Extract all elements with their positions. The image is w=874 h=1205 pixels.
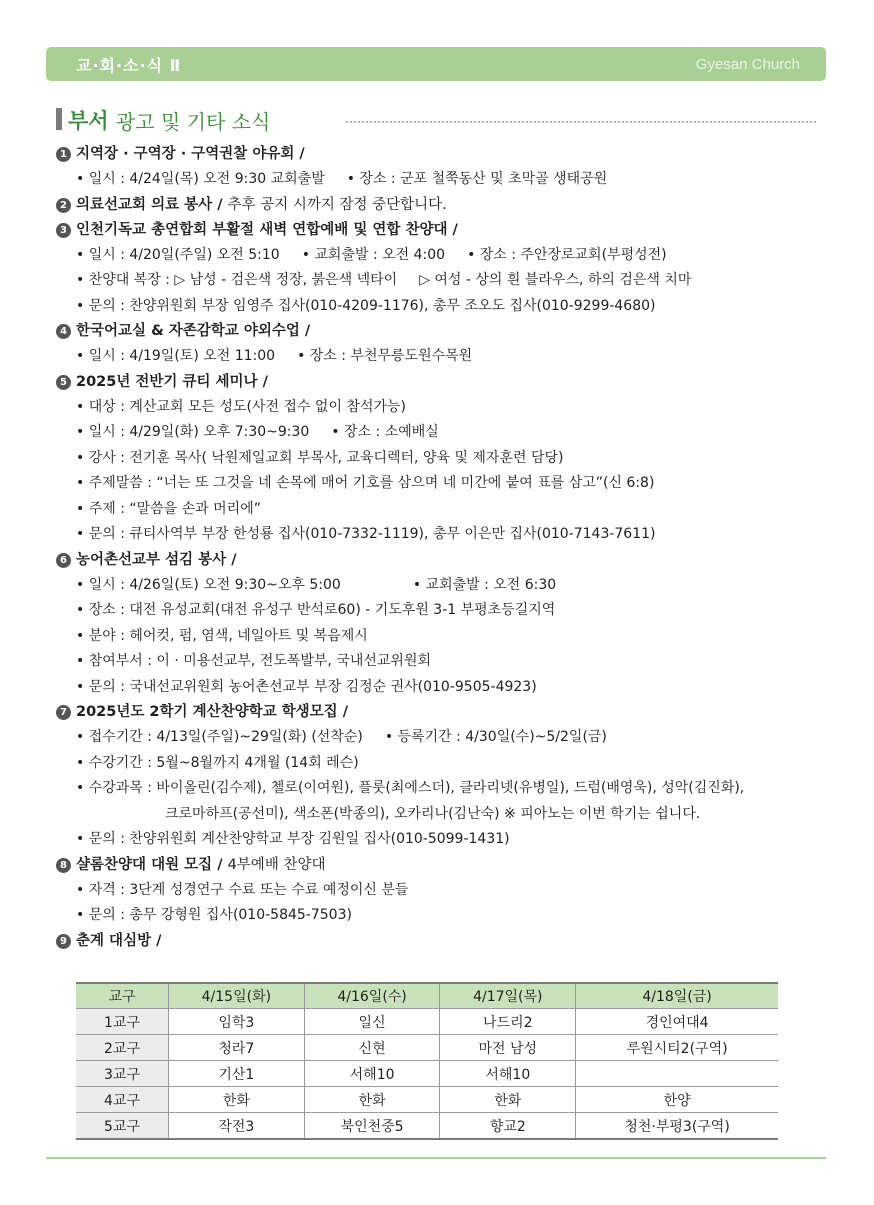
item-number-icon: 1: [56, 147, 71, 162]
notice-item: [56, 218, 826, 320]
section-title: 광고 및 기타 소식: [116, 110, 271, 134]
table-cell: 루원시티2(구역): [576, 1035, 778, 1061]
table-cell: 청라7: [169, 1035, 305, 1061]
detail-text: • 장소 : 부천무릉도원수목원: [297, 348, 473, 364]
notice-title: 농어촌선교부 섬김 봉사 /: [76, 551, 237, 568]
notice-heading: [56, 853, 826, 878]
section-heading: [56, 105, 816, 135]
detail-text: • 분야 : 헤어컷, 펌, 염색, 네일아트 및 복음제시: [76, 627, 368, 644]
detail-text: • 일시 : 4/20일(주일) 오전 5:10: [76, 246, 280, 263]
table-cell: 마전 남성: [440, 1035, 576, 1061]
table-cell: 경인여대4: [576, 1009, 778, 1035]
table-cell: 서해10: [304, 1061, 440, 1087]
detail-line: [56, 776, 826, 802]
section-title-bold: 부서: [68, 109, 109, 133]
detail-text: • 수강과목 : 바이올린(김수제), 첼로(이여원), 플룻(최에스더), 클라리넷(유병일), 드럼(배영욱), 성악(김진화),: [76, 780, 745, 796]
detail-text: • 문의 : 총무 강형원 집사(010-5845-7503): [76, 907, 352, 923]
detail-text: • 접수기간 : 4/13일(주일)~29일(화) (선착순): [76, 729, 363, 745]
top-banner: [46, 47, 826, 81]
table-row: [76, 1087, 778, 1113]
item-number-icon: 6: [56, 553, 71, 568]
detail-text: • 수강기간 : 5월~8월까지 4개월 (14회 레슨): [76, 754, 359, 771]
table-row: [76, 1035, 778, 1061]
detail-text: • 일시 : 4/19일(토) 오전 11:00: [76, 348, 276, 364]
detail-text: • 장소 : 군포 철쭉동산 및 초막골 생태공원: [346, 171, 608, 187]
detail-line: [56, 294, 826, 320]
header-cell: 4/18일(금): [576, 983, 778, 1009]
notice-title: 2025년 전반기 큐티 세미나 /: [76, 373, 268, 390]
notice-item: [56, 142, 826, 193]
header-cell: 교구: [76, 983, 169, 1009]
item-number-icon: 3: [56, 223, 71, 238]
detail-text: • 교회출발 : 오전 4:00: [301, 246, 446, 263]
table-row: [76, 1009, 778, 1035]
detail-text: • 찬양대 복장 : ▷ 남성 - 검은색 정장, 붉은색 넥타이: [76, 272, 398, 288]
table-row: [76, 1113, 778, 1140]
notice-item: [56, 853, 826, 929]
detail-line: [56, 344, 826, 370]
detail-line: [56, 624, 826, 650]
banner-section-label: 교·회·소·식 Ⅱ: [76, 56, 182, 75]
header-cell: 4/17일(목): [440, 983, 576, 1009]
notice-item: [56, 319, 826, 370]
notice-heading: [56, 142, 826, 167]
table-cell: 서해10: [440, 1061, 576, 1087]
header-cell: 4/16일(수): [304, 983, 440, 1009]
detail-line: [56, 903, 826, 929]
notice-title-note: 4부예배 찬양대: [227, 856, 326, 873]
table-cell: 기산1: [169, 1061, 305, 1087]
detail-text: ▷ 여성 - 상의 흰 블라우스, 하의 검은색 치마: [419, 272, 692, 288]
item-number-icon: 4: [56, 324, 71, 339]
table-header-row: [76, 983, 778, 1009]
notice-heading: [56, 370, 826, 395]
notice-item: [56, 548, 826, 701]
detail-line: [56, 751, 826, 777]
detail-line: [56, 395, 826, 421]
detail-text: • 강사 : 전기훈 목사( 낙원제일교회 부목사, 교육디렉터, 양육 및 제자훈련 담당): [76, 449, 564, 466]
notice-item: [56, 700, 826, 853]
detail-line: [56, 471, 826, 497]
notice-heading: [56, 700, 826, 725]
notice-list: [56, 142, 826, 954]
district-cell: 2교구: [76, 1035, 169, 1061]
notice-item: [56, 929, 826, 954]
header-cell: 4/15일(화): [169, 983, 305, 1009]
table-cell: 작전3: [169, 1113, 305, 1140]
table-cell: [576, 1061, 778, 1087]
footer-divider: [46, 1157, 826, 1159]
notice-title: 지역장 · 구역장 · 구역권찰 야유회 /: [76, 146, 305, 162]
detail-line: [56, 268, 826, 294]
dotted-divider: [346, 121, 816, 123]
item-number-icon: 2: [56, 198, 71, 213]
detail-text: • 주제 : “말씀을 손과 머리에”: [76, 500, 261, 517]
detail-text: • 일시 : 4/26일(토) 오전 9:30~오후 5:00: [76, 576, 341, 593]
detail-line: [56, 446, 826, 472]
notice-heading: [56, 319, 826, 344]
detail-line: [56, 167, 826, 193]
detail-text: • 참여부서 : 이 · 미용선교부, 전도폭발부, 국내선교위원회: [76, 653, 432, 669]
visitation-schedule-table: [76, 982, 778, 1140]
detail-text: • 장소 : 소예배실: [331, 424, 439, 440]
detail-text: • 일시 : 4/24일(목) 오전 9:30 교회출발: [76, 171, 325, 187]
item-number-icon: 7: [56, 705, 71, 720]
detail-line: [56, 522, 826, 548]
district-cell: 5교구: [76, 1113, 169, 1140]
detail-text: • 문의 : 찬양위원회 부장 임영주 집사(010-4209-1176), 총무 조오도 집사(010-9299-4680): [76, 297, 656, 314]
detail-text: • 문의 : 큐티사역부 부장 한성룡 집사(010-7332-1119), 총무 이은만 집사(010-7143-7611): [76, 526, 656, 542]
table-cell: 신현: [304, 1035, 440, 1061]
detail-text: • 등록기간 : 4/30일(수)~5/2일(금): [384, 729, 607, 745]
notice-heading: [56, 929, 826, 954]
district-cell: 1교구: [76, 1009, 169, 1035]
heading-bar-icon: [56, 108, 62, 130]
notice-title: 샬롬찬양대 대원 모집 /: [76, 856, 223, 873]
detail-text: • 대상 : 계산교회 모든 성도(사전 접수 없이 참석가능): [76, 398, 406, 415]
table-cell: 임학3: [169, 1009, 305, 1035]
notice-title: 인천기독교 총연합회 부활절 새벽 연합예배 및 연합 찬양대 /: [76, 221, 458, 238]
notice-title-note: 추후 공지 시까지 잠정 중단합니다.: [227, 196, 447, 213]
detail-line: [56, 725, 826, 751]
notice-title: 의료선교회 의료 봉사 /: [76, 196, 223, 213]
detail-text: • 일시 : 4/29일(화) 오후 7:30~9:30: [76, 424, 310, 440]
district-cell: 4교구: [76, 1087, 169, 1113]
district-cell: 3교구: [76, 1061, 169, 1087]
banner-church-name: Gyesan Church: [695, 56, 800, 73]
notice-title: 한국어교실 & 자존감학교 야외수업 /: [76, 323, 311, 339]
notice-title: 춘계 대심방 /: [76, 932, 162, 949]
detail-line: [56, 497, 826, 523]
notice-item: [56, 193, 826, 218]
item-number-icon: 8: [56, 858, 71, 873]
notice-heading: [56, 548, 826, 573]
notice-heading: [56, 193, 826, 218]
detail-line: [56, 243, 826, 269]
item-number-icon: 5: [56, 375, 71, 390]
detail-text: 크로마하프(공선미), 색소폰(박종의), 오카리나(김난숙) ※ 피아노는 이번 학기는 쉽니다.: [165, 805, 701, 822]
detail-line: [56, 675, 826, 701]
table-cell: 한화: [169, 1087, 305, 1113]
detail-text: • 주제말씀 : “너는 또 그것을 네 손목에 매어 기호를 삼으며 네 미간에 붙여 표를 삼고”(신 6:8): [76, 475, 655, 491]
table-row: [76, 1061, 778, 1087]
detail-line: [56, 802, 826, 828]
table-cell: 나드리2: [440, 1009, 576, 1035]
detail-line: [56, 598, 826, 624]
table-cell: 북인천중5: [304, 1113, 440, 1140]
detail-text: • 문의 : 찬양위원회 계산찬양학교 부장 김원일 집사(010-5099-1431): [76, 831, 510, 847]
detail-text: • 장소 : 대전 유성교회(대전 유성구 반석로60) - 기도후원 3-1 부평초등길지역: [76, 602, 556, 618]
detail-line: [56, 827, 826, 853]
detail-text: • 교회출발 : 오전 6:30: [412, 576, 557, 593]
detail-text: • 장소 : 주안장로교회(부평성전): [467, 246, 667, 263]
detail-line: [56, 878, 826, 904]
table-cell: 일신: [304, 1009, 440, 1035]
detail-line: [56, 573, 826, 599]
item-number-icon: 9: [56, 934, 71, 949]
notice-heading: [56, 218, 826, 243]
detail-text: • 자격 : 3단계 성경연구 수료 또는 수료 예정이신 분들: [76, 881, 409, 898]
table-cell: 한화: [304, 1087, 440, 1113]
table-cell: 청천·부평3(구역): [576, 1113, 778, 1140]
notice-title: 2025년도 2학기 계산찬양학교 학생모집 /: [76, 704, 349, 720]
detail-line: [56, 420, 826, 446]
table-cell: 한화: [440, 1087, 576, 1113]
detail-line: [56, 649, 826, 675]
notice-item: [56, 370, 826, 548]
table-cell: 향교2: [440, 1113, 576, 1140]
table-cell: 한양: [576, 1087, 778, 1113]
detail-text: • 문의 : 국내선교위원회 농어촌선교부 부장 김정순 권사(010-9505-4923): [76, 678, 537, 695]
